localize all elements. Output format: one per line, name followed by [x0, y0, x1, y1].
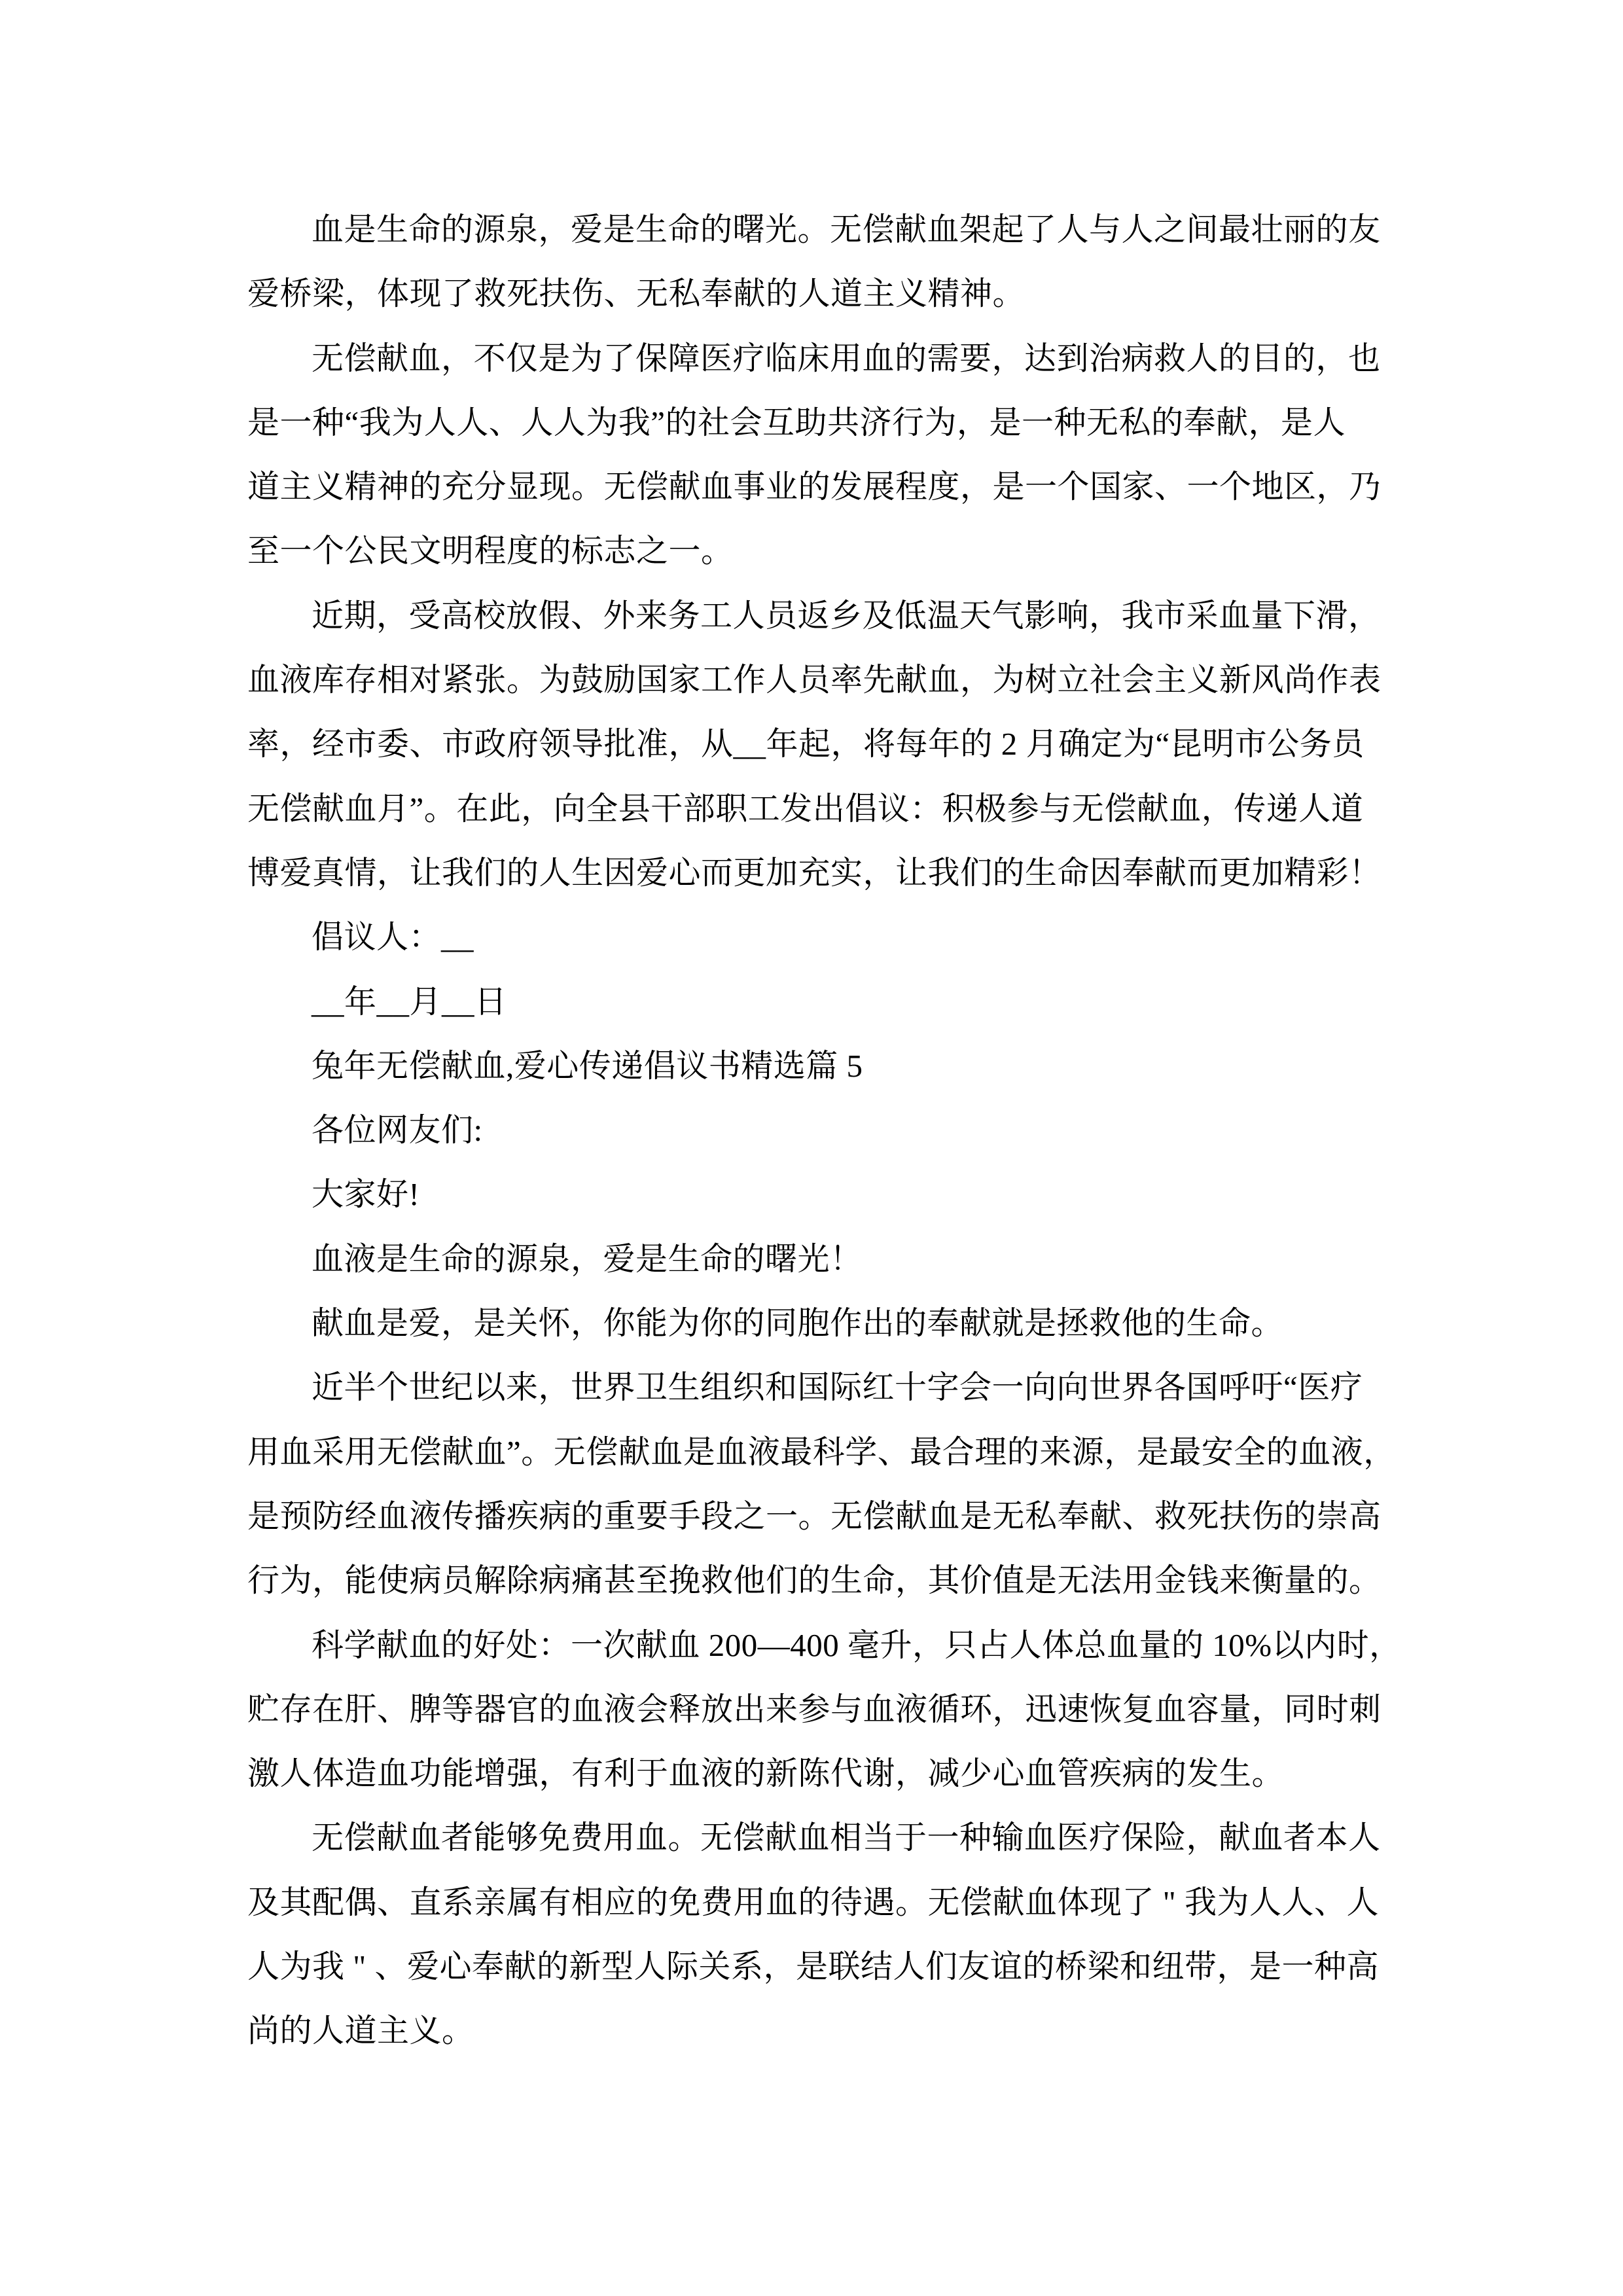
text-line: 血是生命的源泉，爱是生命的曙光。无偿献血架起了人与人之间最壮丽的友 [312, 211, 1381, 247]
text-line: 科学献血的好处：一次献血 200—400 毫升，只占人体总血量的 10%以内时， [312, 1626, 1402, 1663]
text-line: 倡议人：__ [312, 919, 474, 956]
text-line: 是预防经血液传播疾病的重要手段之一。无偿献血是无私奉献、救死扶伤的崇高 [247, 1498, 1382, 1534]
text-line: 用血采用无偿献血”。无偿献血是血液最科学、最合理的来源，是最安全的血液， [247, 1433, 1396, 1470]
text-line: 贮存在肝、脾等器官的血液会释放出来参与血液循环，迅速恢复血容量，同时刺 [247, 1691, 1382, 1727]
text-line: 血液是生命的源泉，爱是生命的曙光！ [312, 1240, 863, 1277]
text-line: 血液库存相对紧张。为鼓励国家工作人员率先献血，为树立社会主义新风尚作表 [247, 662, 1382, 698]
text-line: 无偿献血，不仅是为了保障医疗临床用血的需要，达到治病救人的目的，也 [312, 340, 1381, 376]
text-line: 兔年无偿献血,爱心传递倡议书精选篇 5 [312, 1047, 863, 1084]
text-line: __年__月__日 [312, 983, 507, 1020]
text-line: 近期，受高校放假、外来务工人员返乡及低温天气影响，我市采血量下滑， [312, 597, 1381, 634]
text-line: 人为我 " 、爱心奉献的新型人际关系，是联结人们友谊的桥梁和纽带，是一种高 [247, 1948, 1380, 1985]
text-line: 博爱真情，让我们的人生因爱心而更加充实，让我们的生命因奉献而更加精彩！ [247, 854, 1382, 891]
text-line: 道主义精神的充分显现。无偿献血事业的发展程度，是一个国家、一个地区，乃 [247, 469, 1382, 505]
text-line: 各位网友们: [312, 1112, 483, 1149]
text-line: 无偿献血月”。在此，向全县干部职工发出倡议：积极参与无偿献血，传递人道 [247, 790, 1364, 827]
text-line: 行为，能使病员解除病痛甚至挽救他们的生命，其价值是无法用金钱来衡量的。 [247, 1562, 1382, 1599]
text-line: 爱桥梁，体现了救死扶伤、无私奉献的人道主义精神。 [247, 276, 1026, 312]
text-line: 激人体造血功能增强，有利于血液的新陈代谢，减少心血管疾病的发生。 [247, 1755, 1285, 1792]
text-line: 尚的人道主义。 [247, 2013, 474, 2049]
text-line: 及其配偶、直系亲属有相应的免费用血的待遇。无偿献血体现了 " 我为人人、人 [247, 1884, 1380, 1920]
text-line: 是一种“我为人人、人人为我”的社会互助共济行为，是一种无私的奉献，是人 [247, 404, 1346, 440]
text-line: 大家好! [312, 1176, 420, 1213]
text-line: 近半个世纪以来，世界卫生组织和国际红十字会一向向世界各国呼吁“医疗 [312, 1369, 1363, 1406]
text-line: 率，经市委、市政府领导批准，从__年起，将每年的 2 月确定为“昆明市公务员 [247, 726, 1364, 762]
text-line: 至一个公民文明程度的标志之一。 [247, 533, 734, 569]
text-line: 无偿献血者能够免费用血。无偿献血相当于一种输血医疗保险，献血者本人 [312, 1820, 1381, 1856]
text-line: 献血是爱，是关怀，你能为你的同胞作出的奉献就是拯救他的生命。 [312, 1305, 1284, 1342]
